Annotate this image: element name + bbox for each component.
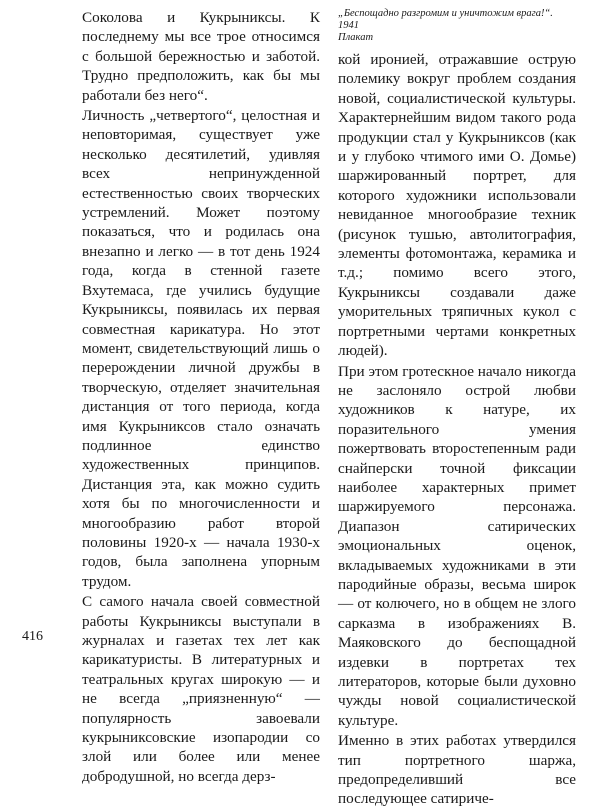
body-paragraph: При этом гротескное начало никогда не заслоняло острой любви художников к натуре, их поразительного умения пожертвовать второстепенным ради снайперски точной фиксации наиболее характерных примет шаржируемого персонажа. Диапазон сатирических эмоциональных оценок, вкладываемых художниками в эти пародийные образы, весьма широк — от колючего, но в общем не злого сарказма в изображениях В. Маяковского до беспощадной издевки в портретах тех литераторов, которые были духовно чужды новой социалистической культуре. — [338, 362, 576, 729]
body-paragraph: С самого начала своей совместной работы Кукрыниксы выступали в журналах и газетах тех лет как карикатуристы. В литературных и театральных кругах широкую — и не всегда „приязненную“ — популярность завоевали кукрыниксовские изопародии со злой или более или менее добродушной, но всегда дерз- — [82, 593, 320, 785]
right-column — [338, 8, 576, 809]
caption-title: „Беспощадно разгромим и уничтожим врага!“. 1941 — [338, 8, 553, 31]
body-paragraph: Именно в этих работах утвердился тип портретного шаржа, предопределивший все последующее сатириче- — [338, 732, 576, 808]
body-paragraph: Соколова и Кукрыниксы. К последнему мы все трое относимся с большой бережностью и заботой. Трудно предположить, как бы мы работали без него“. — [82, 9, 320, 104]
body-paragraph: Личность „четвертого“, целостная и неповторимая, существует уже несколько десятилетий, удивляя всех непринужденной естественностью своих творческих устремлений. Может поэтому показаться, что и родилась она внезапно и легко — в тот день 1924 года, когда в стенной газете Вхутемаса, где учились будущие Кукрыниксы, появилась их первая совместная карикатура. Но этот момент, свидетельствующий лишь о перерождении личной дружбы в творческую, отделяет значительная дистанция от того периода, когда имя Кукрыниксов стало означать подлинное единство художественных принципов. Дистанция эта, как можно судить хотя бы по многочисленности и многообразию работ второй половины 1920-х — начала 1930-х годов, была заполнена упорным трудом. — [82, 107, 320, 590]
caption-type: Плакат — [338, 32, 374, 43]
page-number: 416 — [22, 629, 43, 644]
figure-caption — [338, 8, 576, 44]
body-paragraph: кой иронией, отражавшие острую полемику вокруг проблем создания новой, социалистической культуры. Характернейшим видом такого рода продукции стал у Кукрыниксов (как и у глубоко чтимого ими О. Домье) шаржированный портрет, для которого художники использовали невиданное многообразие техник (рисунок тушью, автолитография, элементы фотомонтажа, керамика и т.д.; помимо всего этого, Кукрыниксы создавали даже уморительных тряпичных кукол с портретными чертами конкретных людей). — [338, 51, 576, 360]
left-column — [82, 8, 320, 786]
